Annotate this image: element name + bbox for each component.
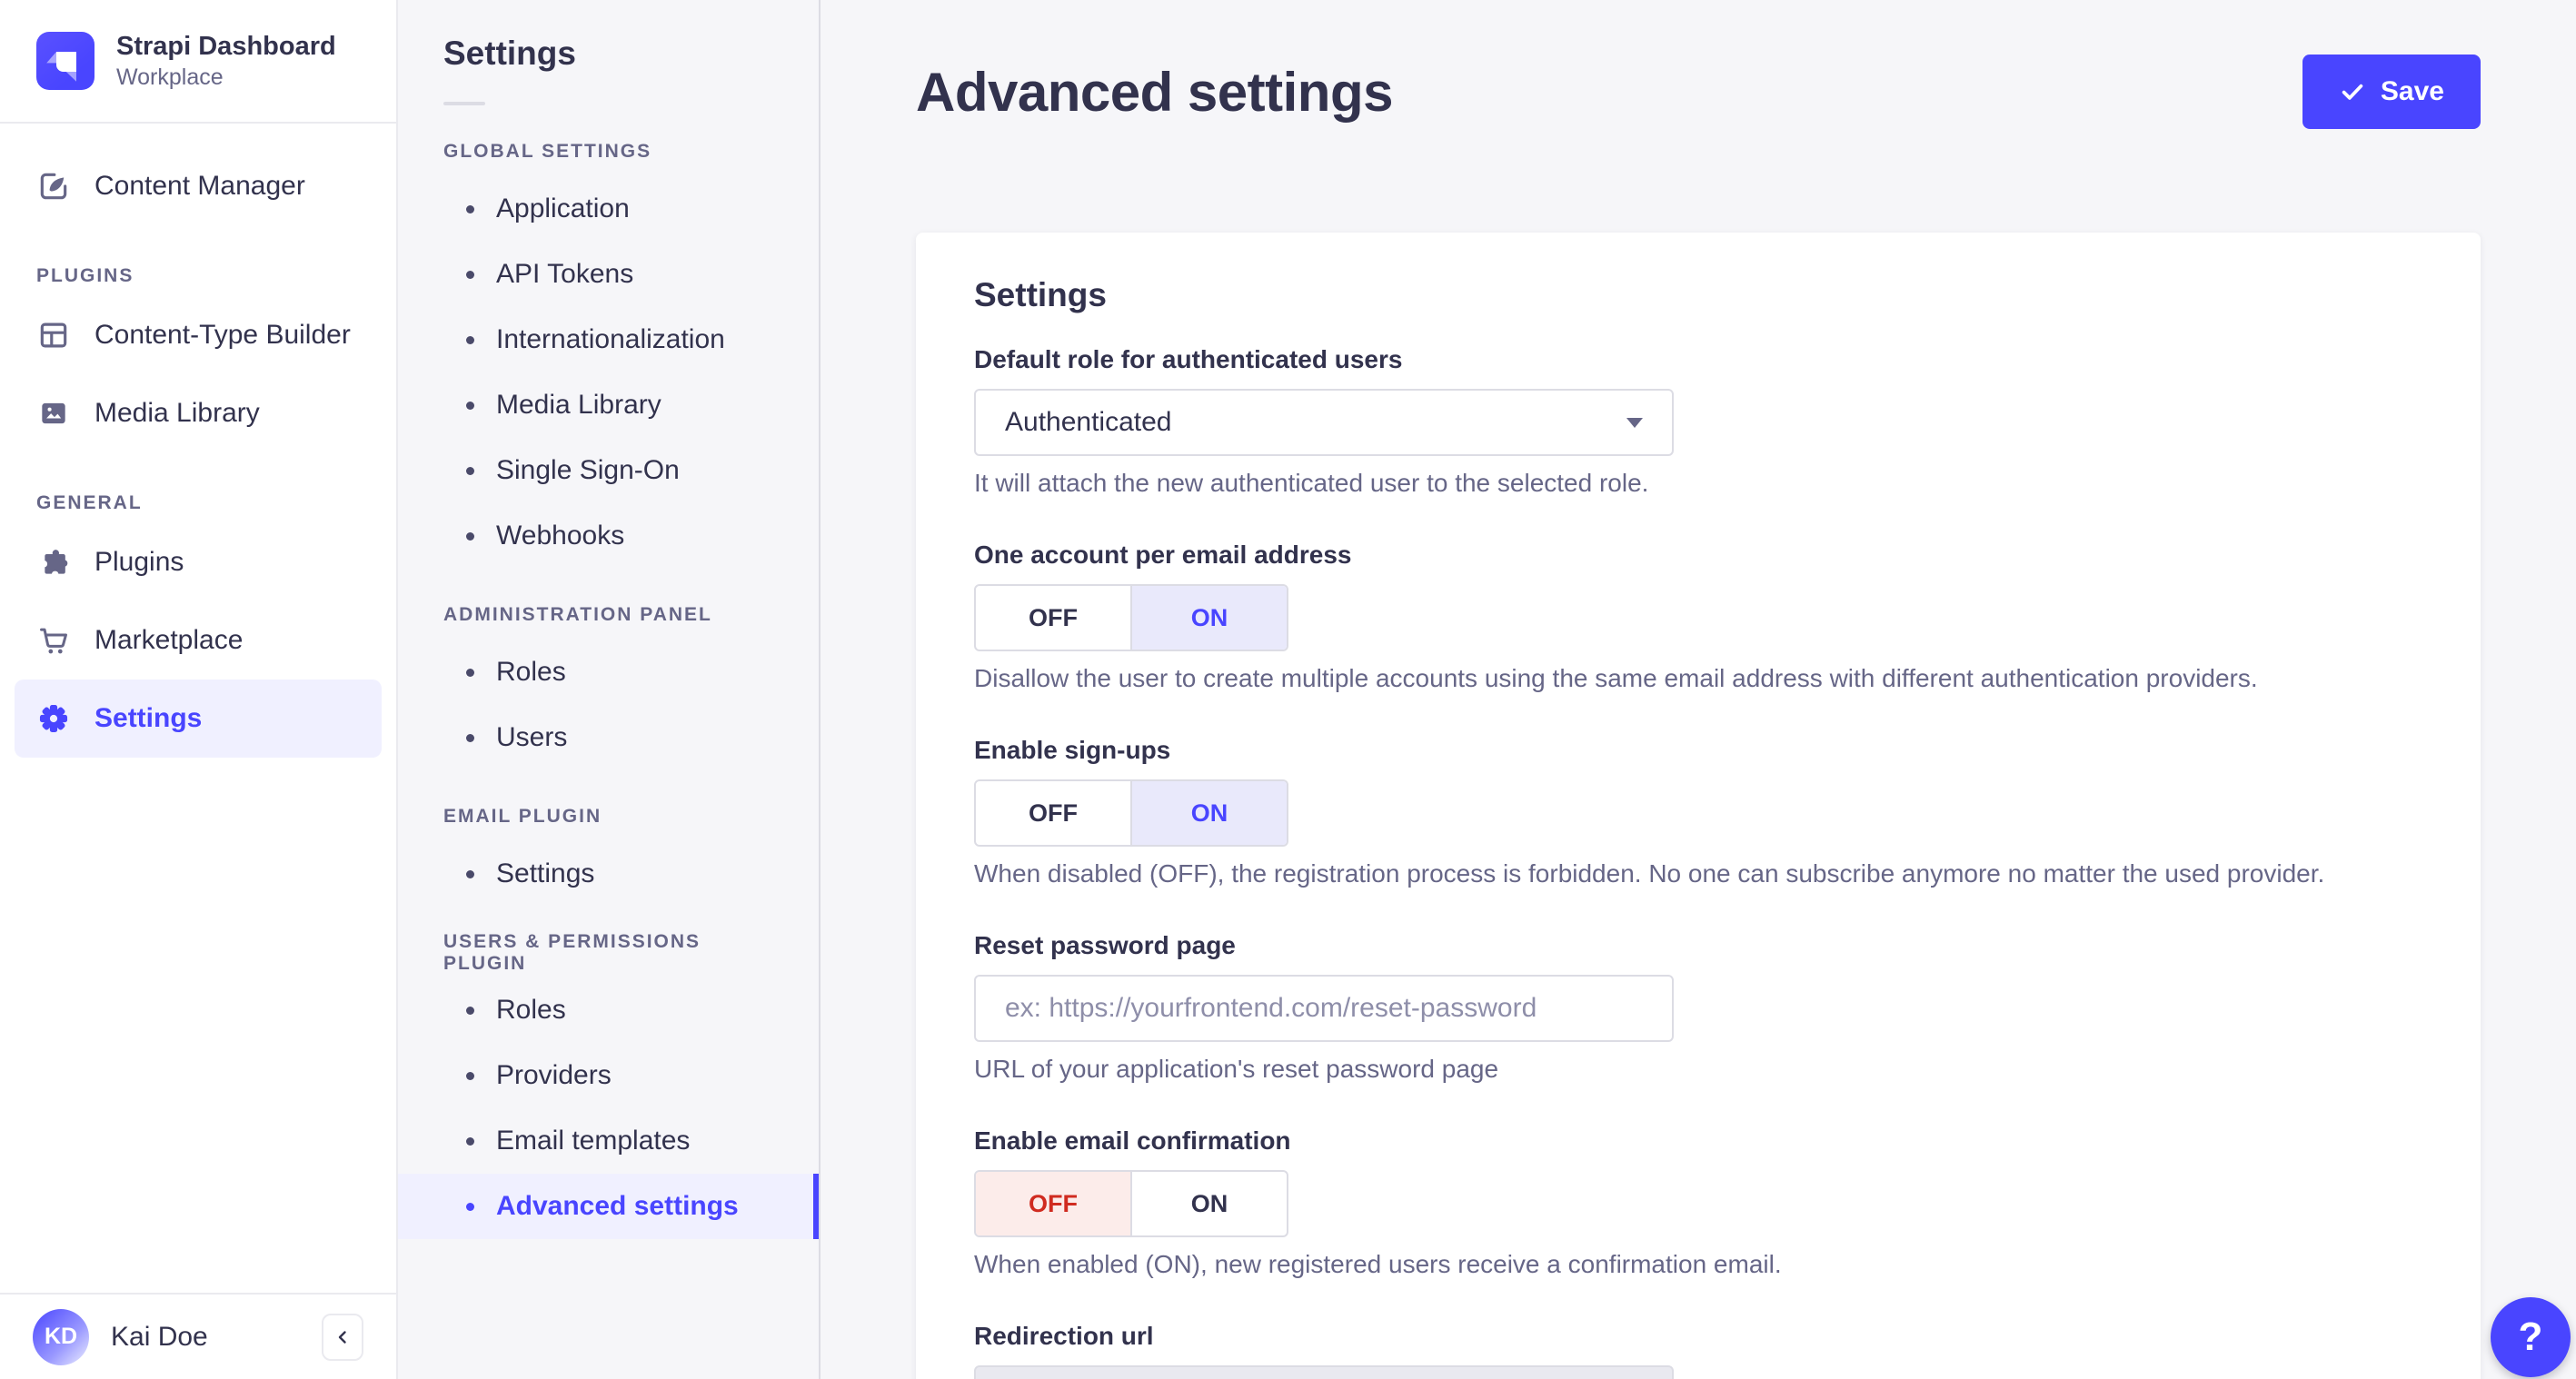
avatar: KD xyxy=(33,1309,89,1365)
strapi-logo xyxy=(36,32,94,90)
settings-icon xyxy=(36,701,71,736)
subnav-title: Settings xyxy=(443,35,576,72)
one-account-toggle xyxy=(974,584,1288,651)
reset-password-input[interactable] xyxy=(974,975,1674,1042)
subnav-item-label: Application xyxy=(496,193,630,223)
subnav-item-label: Media Library xyxy=(496,390,661,420)
subnav-item-email-settings[interactable] xyxy=(398,841,819,907)
subnav-item-label: Roles xyxy=(496,995,566,1025)
chevron-left-icon xyxy=(332,1326,353,1348)
media-library-icon xyxy=(36,396,71,431)
select-value: Authenticated xyxy=(1005,407,1172,437)
settings-subnav xyxy=(398,0,821,1379)
field-hint: URL of your application's reset password page xyxy=(974,1055,1499,1083)
field-hint: Disallow the user to create multiple accounts using the same email address with different authentication providers. xyxy=(974,664,2258,692)
subnav-item-email-templates[interactable] xyxy=(398,1108,819,1174)
sidebar-item-label: Media Library xyxy=(94,398,260,428)
one-account-toggle-off[interactable]: OFF xyxy=(1029,603,1078,631)
plugins-icon xyxy=(36,545,71,580)
subnav-item-label: Roles xyxy=(496,657,566,687)
save-button[interactable] xyxy=(2302,55,2481,129)
bullet-icon xyxy=(466,1007,474,1015)
subnav-item-label: API Tokens xyxy=(496,259,634,289)
panel-title: Settings xyxy=(974,276,1107,313)
bullet-icon xyxy=(466,870,474,878)
subnav-group-header: USERS & PERMISSIONS PLUGIN xyxy=(443,931,701,974)
subnav-item-application[interactable] xyxy=(398,176,819,242)
subnav-group-header: GLOBAL SETTINGS xyxy=(443,141,652,162)
field-hint: When disabled (OFF), the registration process is forbidden. No one can subscribe anymore no matter the used provider. xyxy=(974,859,2325,888)
sidebar-item-label: Content-Type Builder xyxy=(94,320,351,350)
collapse-sidebar-button[interactable] xyxy=(322,1314,363,1361)
redirection-url-input xyxy=(974,1365,1674,1379)
bullet-icon xyxy=(466,669,474,677)
field-label: Reset password page xyxy=(974,931,1236,959)
brand-text xyxy=(116,30,336,92)
subnav-group-global-settings xyxy=(398,131,819,569)
question-mark-icon: ? xyxy=(2518,1315,2543,1359)
workspace-switcher[interactable] xyxy=(0,0,396,124)
sidebar-item-label: Content Manager xyxy=(94,171,305,201)
chevron-down-icon xyxy=(1626,418,1643,428)
field-email-confirmation xyxy=(974,1126,2422,1279)
bullet-icon xyxy=(466,336,474,344)
field-label: One account per email address xyxy=(974,541,1352,569)
user-name: Kai Doe xyxy=(111,1321,208,1352)
field-default-role xyxy=(974,345,2422,498)
bullet-icon xyxy=(466,1072,474,1080)
subnav-item-label: Providers xyxy=(496,1060,612,1090)
subnav-item-webhooks[interactable] xyxy=(398,503,819,569)
bullet-icon xyxy=(466,271,474,279)
field-enable-signups xyxy=(974,736,2422,888)
sidebar-item-label: Plugins xyxy=(94,547,184,577)
brand-title: Strapi Dashboard xyxy=(116,32,336,62)
bullet-icon xyxy=(466,1137,474,1146)
subnav-group-header: EMAIL PLUGIN xyxy=(443,806,602,827)
save-button-label: Save xyxy=(2380,76,2444,106)
subnav-group-email-plugin xyxy=(398,796,819,907)
subnav-item-label: Advanced settings xyxy=(496,1191,739,1221)
subnav-group-users-permissions xyxy=(398,932,819,1239)
email-confirmation-toggle xyxy=(974,1170,1288,1237)
subnav-item-internationalization[interactable] xyxy=(398,307,819,372)
bullet-icon xyxy=(466,734,474,742)
subnav-item-media-library[interactable] xyxy=(398,372,819,438)
brand-subtitle: Workplace xyxy=(116,64,224,90)
main-sidebar xyxy=(0,0,398,1379)
bullet-icon xyxy=(466,205,474,213)
subnav-item-advanced-settings[interactable] xyxy=(398,1174,819,1239)
subnav-item-label: Email templates xyxy=(496,1126,691,1156)
field-hint: It will attach the new authenticated user to the selected role. xyxy=(974,469,1649,497)
subnav-item-label: Internationalization xyxy=(496,324,725,354)
bullet-icon xyxy=(466,402,474,410)
subnav-item-admin-users[interactable] xyxy=(398,705,819,770)
sidebar-item-label: Marketplace xyxy=(94,625,244,655)
enable-signups-toggle-on[interactable]: ON xyxy=(1130,781,1287,845)
subnav-item-label: Single Sign-On xyxy=(496,455,680,485)
subnav-item-label: Settings xyxy=(496,858,595,888)
subnav-item-admin-roles[interactable] xyxy=(398,640,819,705)
sidebar-item-content-type-builder[interactable] xyxy=(0,296,396,374)
page-header xyxy=(916,0,2481,129)
sidebar-item-settings[interactable] xyxy=(15,680,382,758)
enable-signups-toggle xyxy=(974,779,1288,847)
sidebar-item-media-library[interactable] xyxy=(0,374,396,452)
bullet-icon xyxy=(466,467,474,475)
page-title: Advanced settings xyxy=(916,61,1393,123)
check-icon xyxy=(2339,78,2366,105)
bullet-icon xyxy=(466,532,474,541)
subnav-item-up-roles[interactable] xyxy=(398,977,819,1043)
email-confirmation-toggle-off[interactable]: OFF xyxy=(976,1172,1132,1235)
default-role-select[interactable] xyxy=(974,389,1674,456)
help-button[interactable] xyxy=(2491,1297,2571,1377)
sidebar-section-plugins: PLUGINS xyxy=(36,265,134,286)
bullet-icon xyxy=(466,1203,474,1211)
one-account-toggle-on[interactable]: ON xyxy=(1130,586,1287,650)
user-menu[interactable] xyxy=(0,1293,396,1379)
field-hint: When enabled (ON), new registered users receive a confirmation email. xyxy=(974,1250,1782,1278)
divider xyxy=(443,102,485,105)
subnav-item-single-sign-on[interactable] xyxy=(398,438,819,503)
subnav-item-api-tokens[interactable] xyxy=(398,242,819,307)
sidebar-item-plugins[interactable] xyxy=(0,523,396,601)
subnav-item-label: Webhooks xyxy=(496,521,625,551)
field-one-account xyxy=(974,541,2422,693)
content-manager-icon xyxy=(36,169,71,203)
subnav-item-label: Users xyxy=(496,722,568,752)
content-type-builder-icon xyxy=(36,318,71,352)
subnav-group-administration-panel xyxy=(398,594,819,770)
field-label: Enable email confirmation xyxy=(974,1126,1291,1155)
field-reset-password xyxy=(974,931,2422,1084)
sidebar-item-content-manager[interactable] xyxy=(0,147,396,225)
marketplace-icon xyxy=(36,623,71,658)
sidebar-section-general: GENERAL xyxy=(36,492,143,513)
field-label: Enable sign-ups xyxy=(974,736,1171,764)
email-confirmation-toggle-on[interactable]: ON xyxy=(1190,1189,1228,1217)
subnav-group-header: ADMINISTRATION PANEL xyxy=(443,604,712,625)
main-content xyxy=(821,0,2576,1379)
subnav-item-providers[interactable] xyxy=(398,1043,819,1108)
field-label: Default role for authenticated users xyxy=(974,345,1403,373)
sidebar-item-marketplace[interactable] xyxy=(0,601,396,680)
field-redirection-url xyxy=(974,1322,2422,1379)
enable-signups-toggle-off[interactable]: OFF xyxy=(1029,799,1078,827)
sidebar-item-label: Settings xyxy=(94,703,203,733)
sidebar-nav xyxy=(0,124,396,1293)
field-label: Redirection url xyxy=(974,1322,1154,1350)
settings-panel xyxy=(916,233,2481,1379)
